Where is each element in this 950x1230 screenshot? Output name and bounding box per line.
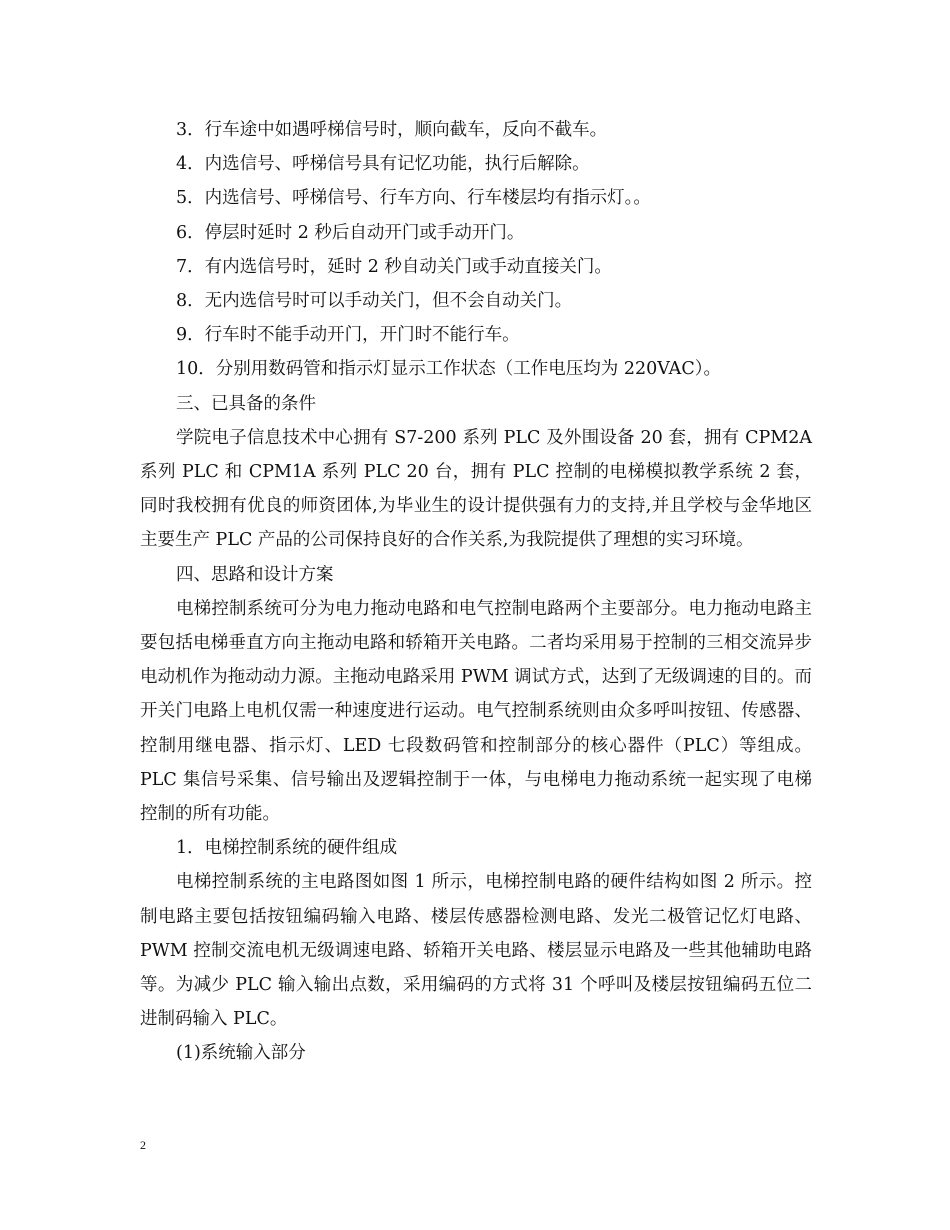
- subsection-heading: 1．电梯控制系统的硬件组成: [176, 838, 398, 859]
- list-item: 6．停层时延时 2 秒后自动开门或手动开门。: [176, 222, 525, 243]
- section-heading: 三、已具备的条件: [176, 393, 316, 414]
- body-paragraph: 电梯控制系统的主电路图如图 1 所示，电梯控制电路的硬件结构如图 2 所示。控制电路主要包括按钮编码输入电路、楼层传感器检测电路、发光二极管记忆灯电路、PWM 控制交流电机无级调速电路、轿箱开关电路、楼层显示电路及一些其他辅助电路等。为减少 PLC 输入输出点数，采用编码的方式将 31 个呼叫及楼层按钮编码五位二进制码输入 PLC。: [140, 872, 812, 1030]
- list-item: 5．内选信号、呼梯信号、行车方向、行车楼层均有指示灯。。: [176, 188, 651, 209]
- document-body: [140, 113, 812, 1071]
- list-item: 4．内选信号、呼梯信号具有记忆功能，执行后解除。: [176, 154, 590, 175]
- section-heading: 四、思路和设计方案: [176, 564, 334, 585]
- list-item: 3．行车途中如遇呼梯信号时，顺向截车，反向不截车。: [176, 120, 608, 140]
- list-item: 9．行车时不能手动开门，开门时不能行车。: [176, 325, 520, 346]
- list-item: 10．分别用数码管和指示灯显示工作状态（工作电压均为 220VAC）。: [176, 359, 721, 380]
- body-paragraph: 学院电子信息技术中心拥有 S7-200 系列 PLC 及外围设备 20 套，拥有 CPM2A 系列 PLC 和 CPM1A 系列 PLC 20 台，拥有 PLC 控制的电梯模拟教学系统 2 套，同时我校拥有优良的师资团体,为毕业生的设计提供强有力的支持,并且学校与金华地区主要生产 PLC 产品的公司保持良好的合作关系,为我院提供了理想的实习环境。: [140, 427, 812, 551]
- list-item: 8．无内选信号时可以手动关门，但不会自动关门。: [176, 291, 573, 312]
- page-number: 2: [140, 1138, 146, 1152]
- sub-subsection-heading: (1)系统输入部分: [176, 1043, 306, 1064]
- body-paragraph: 电梯控制系统可分为电力拖动电路和电气控制电路两个主要部分。电力拖动电路主要包括电梯垂直方向主拖动电路和轿箱开关电路。二者均采用易于控制的三相交流异步电动机作为拖动动力源。主拖动电路采用 PWM 调试方式，达到了无级调速的目的。而开关门电路上电机仅需一种速度进行运动。电气控制系统则由众多呼叫按钮、传感器、控制用继电器、指示灯、LED 七段数码管和控制部分的核心器件（PLC）等组成。PLC 集信号采集、信号输出及逻辑控制于一体，与电梯电力拖动系统一起实现了电梯控制的所有功能。: [140, 598, 812, 825]
- list-item: 7．有内选信号时，延时 2 秒自动关门或手动直接关门。: [176, 256, 612, 277]
